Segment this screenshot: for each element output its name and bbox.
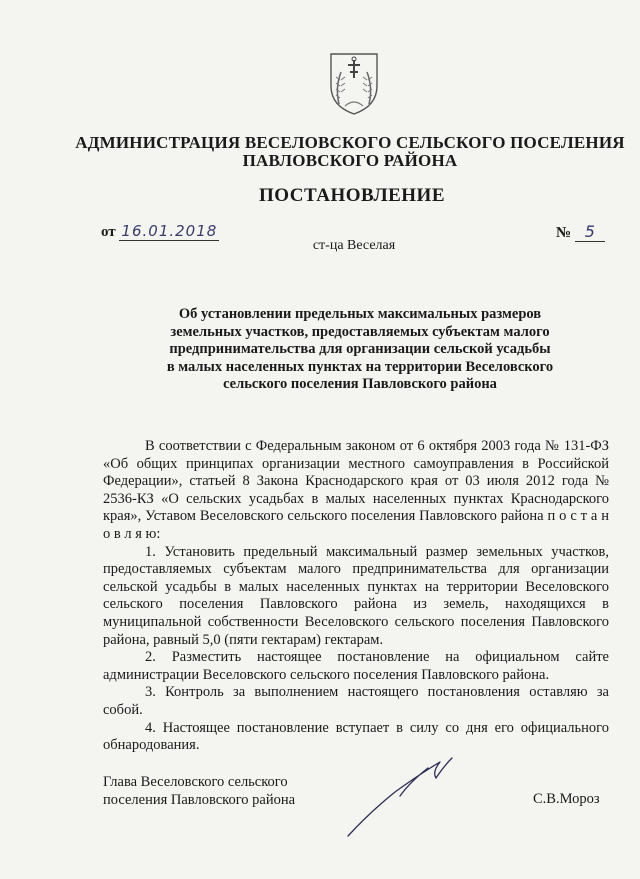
body-paragraph: 4. Настоящее постановление вступает в силу со дня его официального обнародования. [103, 719, 609, 754]
place-of-issue: ст-ца Веселая [312, 238, 396, 253]
coat-of-arms-icon [327, 50, 381, 116]
title-line: сельского поселения Павловского района [223, 376, 497, 393]
body-paragraph: 3. Контроль за выполнением настоящего постановления оставляю за собой. [103, 684, 609, 718]
signatory-position-line2: поселения Павловского района [103, 792, 296, 808]
document-type: ПОСТАНОВЛЕНИЕ [258, 185, 446, 206]
organization-name-line1: АДМИНИСТРАЦИЯ ВЕСЕЛОВСКОГО СЕЛЬСКОГО ПОСЕЛЕНИЯ [75, 133, 625, 152]
title-line: предпринимательства для организации сельской усадьбы [169, 341, 551, 358]
body-paragraph: 1. Установить предельный максимальный размер земельных участков, предоставляемых субъектам малого предпринимательства для организации сельской усадьбы в малых населенных пунктах на территории Веселовского сельского поселения Павловского района из земель, находящихся в муниципальной собственности Веселовского сельского поселения Павловского района, равный 5,0 (пяти гектарам) гектарам. [103, 543, 609, 648]
document-title [150, 306, 570, 394]
organization-name-line2: ПАВЛОВСКОГО РАЙОНА [242, 151, 458, 170]
handwritten-signature [340, 752, 460, 842]
document-body [103, 438, 609, 755]
signatory-name: С.В.Мороз [533, 791, 600, 807]
number-prefix: № [556, 225, 572, 241]
title-line: земельных участков, предоставляемых субъектам малого [170, 323, 550, 340]
date-prefix: от [101, 224, 116, 240]
signatory-position-line1: Глава Веселовского сельского [103, 774, 288, 790]
body-paragraph: В соответствии с Федеральным законом от 6 октября 2003 года № 131-ФЗ «Об общих принципах организации местного самоуправления в Российской Федерации», статьей 8 Закона Краснодарского края от 03 июля 2012 года № 2536-КЗ «О сельских усадьбах в малых населенных пунктах Краснодарского края», Уставом Веселовского сельского поселения Павловского района п о с т а н о в л я ю: [103, 438, 609, 542]
title-line: в малых населенных пунктах на территории Веселовского [166, 358, 554, 375]
number-value: 5 [575, 222, 605, 242]
date-value: 16.01.2018 [121, 222, 218, 240]
title-line: Об установлении предельных максимальных размеров [178, 306, 542, 322]
signatory-position [103, 773, 295, 809]
body-paragraph: 2. Разместить настоящее постановление на официальном сайте администрации Веселовского сельского поселения Павловского района. [103, 649, 609, 683]
